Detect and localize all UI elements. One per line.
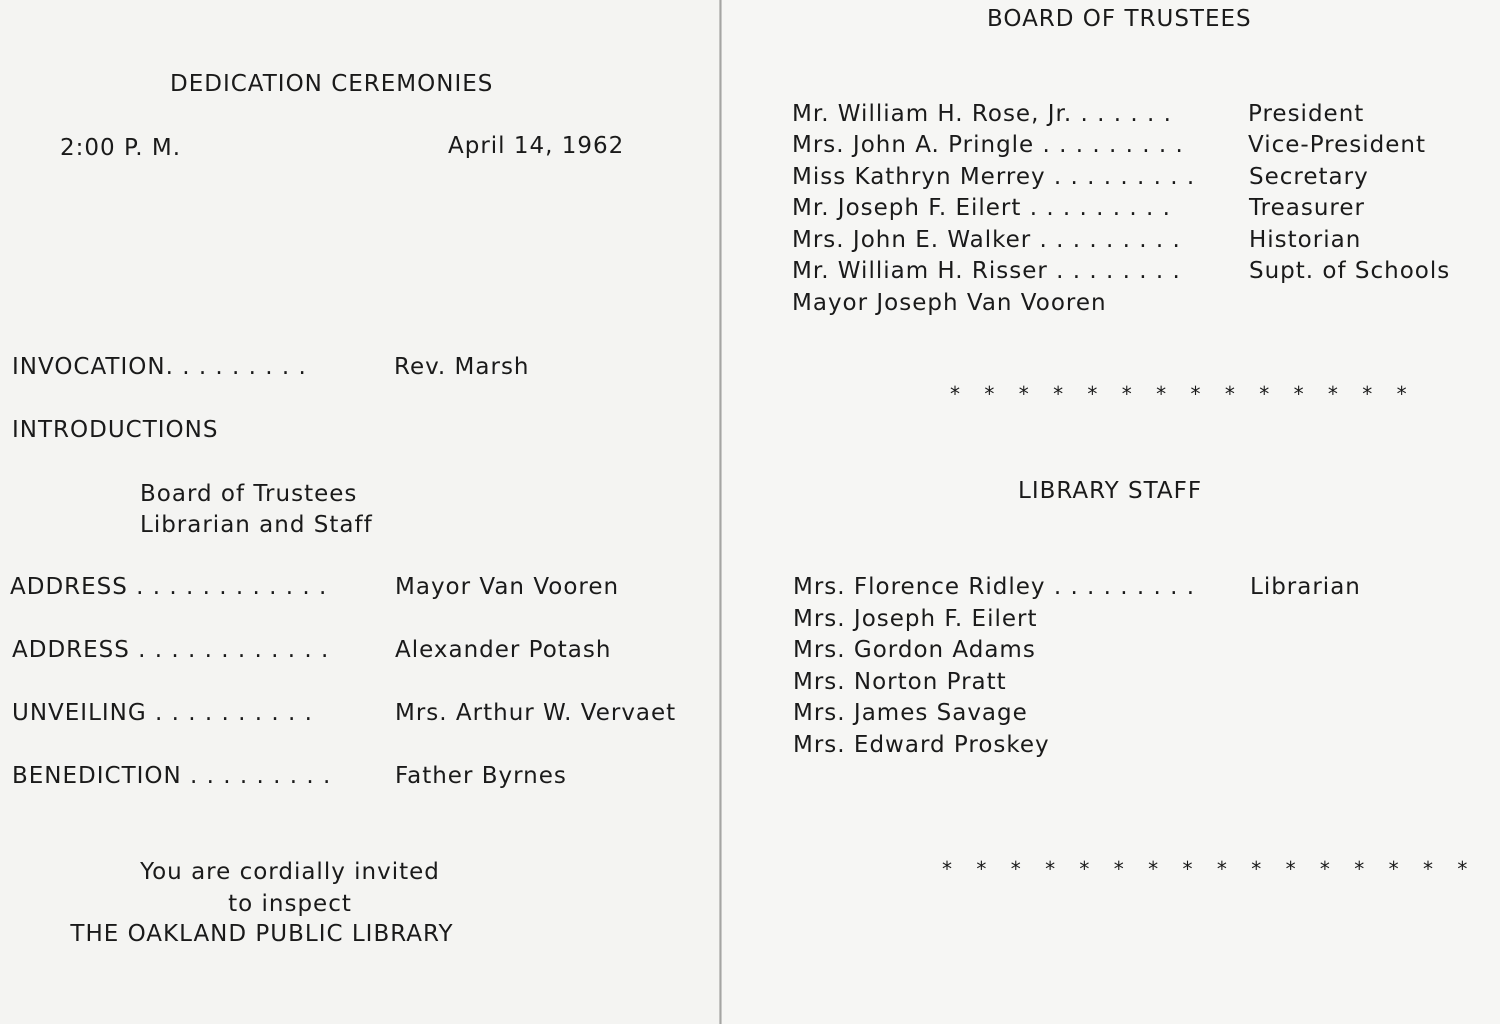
- right-page: [722, 0, 1500, 1024]
- trustee-name: Mr. William H. Rose, Jr. . . . . . .: [792, 101, 1172, 127]
- program-label: ADDRESS . . . . . . . . . . . .: [12, 637, 330, 663]
- trustee-name: Mr. William H. Risser . . . . . . . .: [792, 258, 1181, 284]
- trustee-name: Mrs. John E. Walker . . . . . . . . .: [792, 227, 1181, 253]
- trustee-role: Historian: [1249, 227, 1362, 253]
- trustee-name: Mayor Joseph Van Vooren: [792, 290, 1107, 316]
- trustee-role: Vice-President: [1248, 132, 1426, 158]
- closing-line: THE OAKLAND PUBLIC LIBRARY: [70, 921, 454, 947]
- introduction-item: Librarian and Staff: [140, 512, 373, 538]
- trustee-name: Mrs. John A. Pringle . . . . . . . . .: [792, 132, 1184, 158]
- separator-stars: * * * * * * * * * * * * * * * *: [942, 857, 1477, 881]
- closing-line: to inspect: [228, 891, 352, 917]
- closing-line: You are cordially invited: [140, 859, 440, 885]
- program-value: Mrs. Arthur W. Vervaet: [395, 700, 677, 726]
- trustee-role: Treasurer: [1249, 195, 1365, 221]
- staff-role: Librarian: [1250, 574, 1361, 600]
- program-value: Mayor Van Vooren: [395, 574, 620, 600]
- program-value: Alexander Potash: [395, 637, 612, 663]
- trustee-role: President: [1248, 101, 1365, 127]
- trustees-title: BOARD OF TRUSTEES: [987, 6, 1252, 32]
- ceremony-date: April 14, 1962: [448, 133, 625, 159]
- staff-name: Mrs. Norton Pratt: [793, 669, 1007, 695]
- program-label: INVOCATION. . . . . . . . .: [12, 354, 307, 380]
- program-label: ADDRESS . . . . . . . . . . . .: [10, 574, 328, 600]
- program-value: Father Byrnes: [395, 763, 567, 789]
- trustee-name: Mr. Joseph F. Eilert . . . . . . . . .: [792, 195, 1171, 221]
- left-page: [0, 0, 720, 1024]
- program-label: BENEDICTION . . . . . . . . .: [12, 763, 332, 789]
- introduction-item: Board of Trustees: [140, 481, 358, 507]
- program-value: Rev. Marsh: [394, 354, 530, 380]
- trustee-name: Miss Kathryn Merrey . . . . . . . . .: [792, 164, 1196, 190]
- trustee-role: Supt. of Schools: [1249, 258, 1451, 284]
- separator-stars: * * * * * * * * * * * * * *: [950, 382, 1416, 406]
- ceremony-title: DEDICATION CEREMONIES: [170, 71, 494, 97]
- staff-name: Mrs. James Savage: [793, 700, 1028, 726]
- staff-name: Mrs. Edward Proskey: [793, 732, 1050, 758]
- program-label: INTRODUCTIONS: [12, 417, 219, 443]
- staff-name: Mrs. Gordon Adams: [793, 637, 1036, 663]
- staff-name: Mrs. Florence Ridley . . . . . . . . .: [793, 574, 1196, 600]
- staff-title: LIBRARY STAFF: [1018, 478, 1203, 504]
- program-label: UNVEILING . . . . . . . . . .: [12, 700, 313, 726]
- ceremony-time: 2:00 P. M.: [60, 135, 182, 161]
- trustee-role: Secretary: [1249, 164, 1369, 190]
- staff-name: Mrs. Joseph F. Eilert: [793, 606, 1038, 632]
